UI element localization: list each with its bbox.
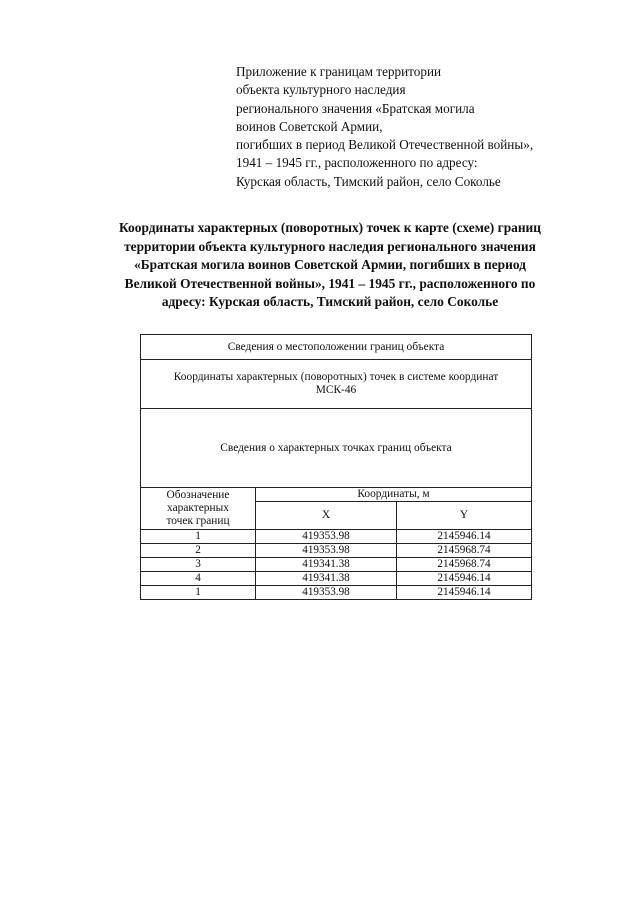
x-cell: 419353.98 [256, 544, 397, 558]
y-cell: 2145968.74 [397, 544, 532, 558]
x-cell: 419353.98 [256, 530, 397, 544]
table-row [141, 335, 532, 360]
point-label-line: Обозначение [166, 489, 230, 501]
points-info-cell: Сведения о характерных точках границ объекта [141, 409, 532, 488]
x-cell: 419353.98 [256, 586, 397, 600]
y-header: Y [397, 502, 532, 530]
appendix-line: Приложение к границам территории [236, 64, 442, 79]
document-title [80, 219, 580, 312]
title-line: Координаты характерных (поворотных) точек к карте (схеме) границ [119, 220, 541, 235]
point-cell: 4 [141, 572, 256, 586]
title-line: Великой Отечественной войны», 1941 – 1945 гг., расположенного по [124, 275, 536, 291]
appendix-line: воинов Советской Армии, [236, 118, 383, 134]
point-label-line: точек границ [166, 515, 230, 527]
title-line: территории объекта культурного наследия регионального значения [124, 238, 536, 254]
table-row [141, 360, 532, 409]
table-row [141, 558, 532, 572]
y-cell: 2145968.74 [397, 558, 532, 572]
point-cell: 2 [141, 544, 256, 558]
table-row [141, 586, 532, 600]
appendix-line: объекта культурного наследия [236, 82, 406, 98]
y-cell: 2145946.14 [397, 530, 532, 544]
coordinates-table [140, 334, 532, 600]
table-row [141, 530, 532, 544]
table-row [141, 572, 532, 586]
x-cell: 419341.38 [256, 572, 397, 586]
appendix-line: регионального значения «Братская могила [236, 100, 475, 116]
appendix-line: Курская область, Тимский район, село Соколье [236, 173, 501, 189]
table-row [141, 409, 532, 488]
y-cell: 2145946.14 [397, 572, 532, 586]
table-row [141, 544, 532, 558]
x-header: X [256, 502, 397, 530]
coordinates-header: Координаты, м [256, 488, 532, 502]
table-header-row [141, 488, 532, 502]
coord-system-line: Координаты характерных (поворотных) точек в системе координат [173, 371, 499, 383]
appendix-line: погибших в период Великой Отечественной войны», [236, 137, 534, 153]
x-cell: 419341.38 [256, 558, 397, 572]
point-cell: 1 [141, 586, 256, 600]
point-cell: 3 [141, 558, 256, 572]
appendix-line: 1941 – 1945 гг., расположенного по адресу: [236, 155, 478, 171]
coord-system-cell [141, 360, 532, 409]
location-info-cell: Сведения о местоположении границ объекта [141, 335, 532, 360]
appendix-note [236, 63, 616, 191]
title-line: «Братская могила воинов Советской Армии, погибших в период [134, 257, 526, 273]
y-cell: 2145946.14 [397, 586, 532, 600]
title-line: адресу: Курская область, Тимский район, село Соколье [161, 294, 499, 310]
point-cell: 1 [141, 530, 256, 544]
point-label-line: характерных [167, 502, 229, 514]
coord-system-line: МСК-46 [315, 384, 357, 396]
point-label-header [141, 488, 256, 530]
